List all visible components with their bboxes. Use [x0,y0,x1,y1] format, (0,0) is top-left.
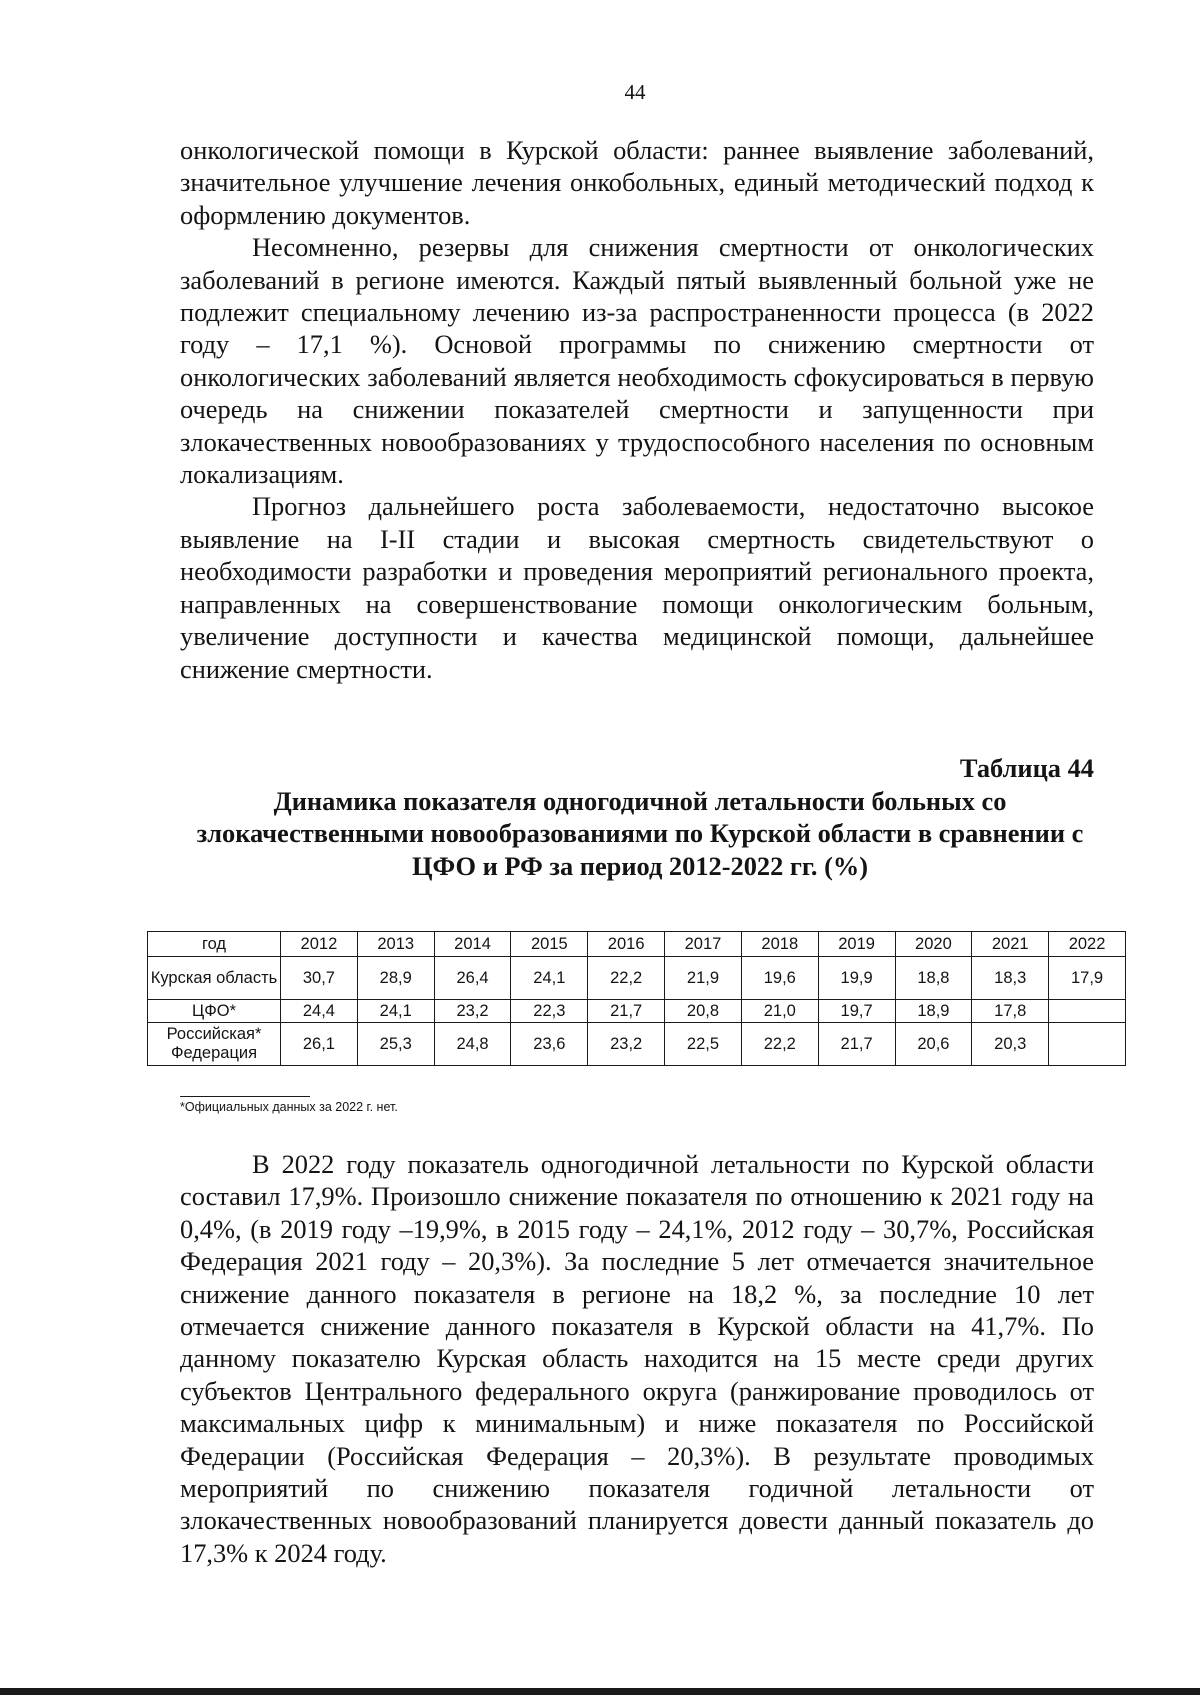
table-cell: 18,8 [895,957,972,1000]
table-cell: 19,7 [818,1000,895,1023]
table-cell: 20,6 [895,1023,972,1066]
table-cell: 23,6 [511,1023,588,1066]
table-label: Таблица 44 [959,753,1094,783]
table-title: Динамика показателя одногодичной летальности больных со злокачественными новообразованиями по Курской области в сравнении с ЦФО и РФ за период 2012-2022 гг. (%) [196,786,1084,881]
paragraph: Прогноз дальнейшего роста заболеваемости, недостаточно высокое выявление на I-II стадии и высокая смертность свидетельствуют о необходимости разработки и проведения мероприятий регионального проекта, направленных на совершенствование помощи онкологическим больным, увеличение доступности и качества медицинской помощи, дальнейшее снижение смертности. [180,491,1094,684]
body-text-top [180,134,1094,685]
header-cell: 2019 [818,932,895,957]
table-cell: 21,9 [665,957,742,1000]
header-cell: 2017 [665,932,742,957]
table-cell: 23,2 [588,1023,665,1066]
header-cell: 2016 [588,932,665,957]
header-cell: 2012 [281,932,358,957]
table-footnote: *Официальных данных за 2022 г. нет. [180,1100,398,1114]
header-cell: 2018 [741,932,818,957]
row-label: Российская* Федерация [148,1023,281,1066]
table-cell: 24,4 [281,1000,358,1023]
table-cell: 26,4 [434,957,511,1000]
table-cell: 25,3 [357,1023,434,1066]
table-cell: 19,9 [818,957,895,1000]
header-cell: 2020 [895,932,972,957]
header-cell: 2014 [434,932,511,957]
table-cell: 28,9 [357,957,434,1000]
table-cell: 22,2 [588,957,665,1000]
table-row [148,1023,1126,1066]
table-cell: 22,2 [741,1023,818,1066]
header-cell: 2021 [972,932,1049,957]
table-row [148,957,1126,1000]
table-row [148,1000,1126,1023]
table-cell: 21,7 [818,1023,895,1066]
table-cell: 17,9 [1049,957,1126,1000]
table-cell: 17,8 [972,1000,1049,1023]
table-cell: 24,8 [434,1023,511,1066]
page-bottom-rule [0,1688,1200,1695]
mortality-table [147,931,1126,1066]
paragraph: В 2022 году показатель одногодичной летальности по Курской области составил 17,9%. Произошло снижение показателя по отношению к 2021 году на 0,4%, (в 2019 году –19,9%, в 2015 году – 24,1%, 2012 году – 30,7%, Российская Федерация 2021 году – 20,3%). За последние 5 лет отмечается значительное снижение данного показателя в регионе на 18,2 %, за последние 10 лет отмечается снижение данного показателя в Курской области на 41,7%. По данному показателю Курская область находится на 15 месте среди других субъектов Центрального федерального округа (ранжирование проводилось от максимальных цифр к минимальным) и ниже показателя по Российской Федерации (Российская Федерация – 20,3%). В результате проводимых мероприятий по снижению показателя годичной летальности от злокачественных новообразований планируется довести данный показатель до 17,3% к 2024 году. [180,1149,1094,1568]
table-cell: 30,7 [281,957,358,1000]
table-cell: 18,3 [972,957,1049,1000]
table-cell [1049,1000,1126,1023]
header-cell: год [148,932,281,957]
header-cell: 2022 [1049,932,1126,957]
table-cell: 22,5 [665,1023,742,1066]
table-cell: 26,1 [281,1023,358,1066]
table-cell: 20,8 [665,1000,742,1023]
table-cell: 20,3 [972,1023,1049,1066]
table-cell [1049,1023,1126,1066]
table-cell: 23,2 [434,1000,511,1023]
row-label: ЦФО* [148,1000,281,1023]
header-cell: 2015 [511,932,588,957]
table-cell: 24,1 [357,1000,434,1023]
table-header-row [148,932,1126,957]
paragraph: онкологической помощи в Курской области: раннее выявление заболеваний, значительное улучшение лечения онкобольных, единый методический подход к оформлению документов. [180,135,1094,230]
table-cell: 21,7 [588,1000,665,1023]
body-text-bottom [180,1148,1094,1569]
header-cell: 2013 [357,932,434,957]
table-cell: 22,3 [511,1000,588,1023]
row-label: Курская область [148,957,281,1000]
page-number: 44 [624,80,646,104]
paragraph: Несомненно, резервы для снижения смертности от онкологических заболеваний в регионе имеются. Каждый пятый выявленный больной уже не подлежит специальному лечению из-за распространенности процесса (в 2022 году – 17,1 %). Основой программы по снижению смертности от онкологических заболеваний является необходимость сфокусироваться в первую очередь на снижении показателей смертности и запущенности при злокачественных новообразованиях у трудоспособного населения по основным локализациям. [180,232,1094,490]
footnote-divider [180,1096,310,1097]
table-cell: 24,1 [511,957,588,1000]
table-cell: 18,9 [895,1000,972,1023]
table-cell: 21,0 [741,1000,818,1023]
table-cell: 19,6 [741,957,818,1000]
